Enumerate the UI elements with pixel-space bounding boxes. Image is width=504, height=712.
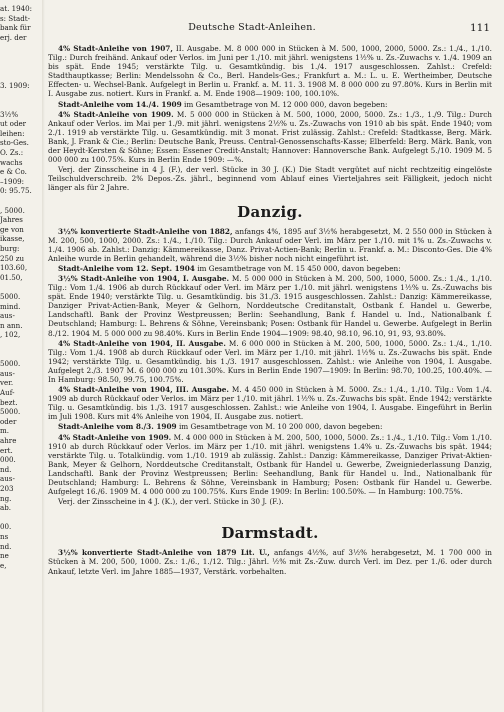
margin-fragment: leihen: bbox=[0, 128, 25, 138]
margin-fragment: 3½% bbox=[0, 109, 19, 119]
margin-fragment: 5000. bbox=[0, 359, 21, 369]
margin-fragment: wachs bbox=[0, 157, 23, 167]
margin-fragment: 00. bbox=[0, 522, 12, 532]
margin-fragment: m. bbox=[0, 426, 9, 436]
margin-fragment: nd. bbox=[0, 541, 12, 551]
margin-fragment: e & Co. bbox=[0, 167, 27, 177]
margin-fragment: 103.60, bbox=[0, 263, 28, 273]
margin-fragment: at. 1940: bbox=[0, 4, 33, 13]
running-title: Deutsche Stadt-Anleihen. bbox=[188, 22, 316, 33]
loan-entry bbox=[48, 227, 492, 263]
page-number: 111 bbox=[469, 22, 490, 34]
loan-details: im Gesamtbetrage von M. 12 000 000, davon begeben: bbox=[181, 99, 388, 109]
loan-entry bbox=[48, 110, 492, 165]
loan-entry bbox=[48, 274, 492, 338]
loan-title: 4% Stadt-Anleihe von 1904, II. Ausgabe. bbox=[58, 338, 226, 348]
loan-details: M. 5 000 000 in Stücken à M. 500, 1000, 2000, 5000. Zs.: 1./3., 1./9. Tilg.: Durch Ankauf oder Verlos. im Mai per 1./9. mit jährl. wenigstens 2½% u. Zs.-Zuwachs von 1910 ab bis spät. Ende 1940; vom 2./1. 1919 ab verstärkte Tilg. u. Gesamtkündig. mit 3 monat. Frist zulässig. Zahlst.: Crefeld: Stadtkasse, Berg. Märk. Bank, J. Frank & Cie.; Berlin: Deutsche Bank, Preuss. Central-Genossenschafts-Kasse; Elberfeld: Berg. Märk. Bank, von der Heydt-Kersten & Söhne; Essen: Essener Credit-Anstalt; Hannover: Hannoversche Bank. Aufgelegt 5./10. 1909 M. 5 000 000 zu 100.75%. Kurs in Berlin Ende 1909: —%. bbox=[48, 109, 492, 165]
loan-title: Stadt-Anleihe vom 12. Sept. 1904 bbox=[58, 263, 195, 273]
margin-fragment: ab. bbox=[0, 503, 12, 513]
loan-title: 4% Stadt-Anleihe von 1909. bbox=[58, 432, 172, 442]
margin-fragment: ahre bbox=[0, 436, 17, 445]
loan-details: II. Ausgabe. M. 8 000 000 in Stücken à M. 500, 1000, 2000, 5000. Zs.: 1./4., 1./10. Tilg.: Durch freihänd. Ankauf oder Verlos. im Juni per 1./10. mit jährl. wenigstens 1½% u. Zs.-Zuwachs v. 1./4. 1909 an bis spät. Ende 1945; verstärkte Tilg. u. Gesamtkündig. bis 1./4. 1917 ausgeschlossen. Zahlst.: Crefeld: Stadthauptkasse; Berlin: Mendelssohn & Co., Berl. Handels-Ges.; Frankfurt a. M.: L. u. E. Wertheimber, Deutsche Effecten- u. Wechsel-Bank. Aufgelegt in Berlin u. Frankf. a. M. 11. 3. 1908 M. 8 000 000 zu 97.80%. Kurs in Berlin mit I. Ausgabe zus. notiert. Kurs in Frankf. a. M. Ende 1908—1909: 100, 100.10%. bbox=[48, 44, 492, 99]
margin-fragment: ns bbox=[0, 532, 9, 541]
loan-details: im Gesamtbetrage von M. 10 200 000, davon begeben: bbox=[176, 422, 383, 432]
margin-fragment: ge von bbox=[0, 224, 24, 234]
margin-fragment: s: Stadt- bbox=[0, 13, 31, 23]
margin-fragment: ne bbox=[0, 551, 9, 561]
loan-title: Stadt-Anleihe vom 8./3. 1909 bbox=[58, 422, 177, 432]
loan-title: Stadt-Anleihe vom 14./4. 1909 bbox=[58, 99, 182, 109]
loan-title: 3½% konvertierte Stadt-Anleihe von 1879 Lit. U., bbox=[58, 548, 270, 558]
loan-details: M. 6 000 000 in Stücken à M. 200, 500, 1000, 5000. Zs.: 1./4., 1./10. Tilg.: Vom 1./4. 1908 ab durch Rückkauf oder Verl. im März per 1./10. mit jährl. 1½% u. Zs.-Zuwachs bis spät. Ende 1942; verstärkte Tilg. u. Gesamtkündig. bis 1./3. 1917 ausgeschlossen. Zahlst.: wie Anleihe von 1904, I. Ausgabe. Aufgelegt 2./3. 1907 M. 6 000 000 zu 101.30%. Kurs in Berlin Ende 1907—1909: In Berlin: 98.70, 100.25, 100.40%. — In Hamburg: 98.50, 99.75, 100.75%. bbox=[48, 338, 492, 384]
margin-fragment: ert. bbox=[0, 445, 13, 455]
loan-entry bbox=[48, 385, 492, 421]
margin-fragment: , 102, bbox=[0, 330, 21, 340]
loan-title: 3½% konvertierte Stadt-Anleihe von 1882, bbox=[58, 226, 233, 236]
loan-details: Verj. der Zinsscheine in 4 J. (F.), der verl. Stücke in 30 J. (K.) Die Stadt vergütet auf nicht rechtzeitig eingelöste Teilschuldverschreib. 2% Depos.-Zs. jährl., beginnend vom Ablauf eines Vierteljahres seit Fälligkeit, jedoch nicht länger als für 2 Jahre. bbox=[48, 165, 492, 193]
margin-fragment: 01.50, bbox=[0, 272, 23, 282]
margin-fragment: –1909: bbox=[0, 176, 24, 186]
loan-details: M. 4 000 000 in Stücken à M. 200, 500, 1000, 5000. Zs.: 1./4., 1./10. Tilg.: Vom 1./10. 1910 ab durch Rückkauf oder Verlos. im März per 1./10. mit jährl. wenigstens 1.4% u. Zs.-Zuwachs bis spät. 1944; verstärkte Tilg. u. Totalkündig. vom 1./10. 1919 ab zulässig. Zahlst.: Danzig: Kämmereikasse, Danziger Privat-Aktien-Bank, Meyer & Gelhorn, Norddeutsche Creditanstalt, Ostbank für Handel u. Gewerbe, Zweigniederlassung Danzig, Landschaftl. Bank der Provinz Westpreussen; Berlin: Seehandlung, Bank für Handel u. Ind., Nationalbank für Deutschland; Hamburg: L. Behrens & Söhne, Vereinsbank in Hamburg; Posen: Ostbank für Handel u. Gewerbe. Aufgelegt 16./6. 1909 M. 4 000 000 zu 100.75%. Kurs Ende 1909: In Berlin: 100.50%. — In Hamburg: 100.75%. bbox=[48, 432, 492, 497]
margin-fragment: mind. bbox=[0, 301, 21, 311]
loan-title: 4% Stadt-Anleihe von 1907, bbox=[58, 44, 173, 53]
margin-fragment: n ann. bbox=[0, 320, 23, 330]
margin-fragment: 5000. bbox=[0, 407, 21, 417]
margin-fragment: 5000. bbox=[0, 292, 21, 301]
loan-details: M. 4 450 000 in Stücken à M. 5000. Zs.: 1./4., 1./10. Tilg.: Vom 1./4. 1909 ab durch Rückkauf oder Verlos. im März per 1./10. mit jährl. 1½% u. Zs.-Zuwachs bis spät. Ende 1942; verstärkte Tilg. u. Gesamtkündig. bis 1./3. 1917 ausgeschlossen. Zahlst.: wie Anleihe von 1904, I. Ausgabe. Eingeführt in Berlin im Juli 1908. Kurs mit 4% Anleihe von 1904, II. Ausgabe zus. notiert. bbox=[48, 385, 492, 422]
loan-entry bbox=[48, 44, 492, 99]
margin-fragment: Auf- bbox=[0, 388, 15, 397]
loan-entry bbox=[48, 433, 492, 497]
loan-details: anfangs 4½%, auf 3½% herabgesetzt, M. 1 700 000 in Stücken à M. 200, 500, 1000. Zs.: 1./6., 1./12. Tilg.: Jährl. ½% mit Zs.-Zuw. durch Verl. im Dez. per 1./6. oder durch Ankauf, letzte Verl. im Jahre 1885—1937, Verstärk. vorbehalten. bbox=[48, 548, 492, 576]
city-heading: Darmstadt. bbox=[221, 524, 319, 543]
page-header bbox=[0, 22, 504, 36]
margin-fragment: Jahres bbox=[0, 215, 23, 225]
loan-title: 3½% Stadt-Anleihe von 1904, I. Ausgabe. bbox=[58, 273, 230, 283]
margin-fragment: sto-Ges. bbox=[0, 138, 29, 148]
main-text-column bbox=[48, 44, 492, 577]
loan-details: M. 5 000 000 in Stücken à M. 200, 500, 1000, 5000. Zs.: 1./4., 1./10. Tilg.: Vom 1./4. 1906 ab durch Rückkauf oder Verl. im März per 1./10. mit jährl. wenigstens 1½% u. Zs.-Zuwachs bis spät. Ende 1940; verstärkte Tilg. u. Gesamtkündig. bis 31./3. 1915 ausgeschlossen. Zahlst.: Danzig: Kämmereikasse, Danziger Privat-Actien-Bank, Meyer & Gelhorn, Norddeutsche Creditanstalt, Ostbank f. Handel u. Gewerbe, Landschaftl. Bank der Provinz Westpreussen; Berlin: Seehandlung, Bank f. Handel u. Ind., Nationalbank f. Deutschland; Hamburg: L. Behrens & Söhne, Vereinsbank; Posen: Ostbank für Handel u. Gewerbe. Aufgelegt in Berlin 8./12. 1904 M. 5 000 000 zu 98.40%. Kurs in Berlin Ende 1904—1909: 98.40, 98.10, 96.10, 91, 93, 93.80%. bbox=[48, 273, 492, 338]
loan-entry bbox=[48, 165, 492, 192]
loan-title: 4% Stadt-Anleihe von 1904, III. Ausgabe. bbox=[58, 385, 229, 395]
adjacent-page-fragment bbox=[0, 0, 40, 712]
margin-fragment: 203 bbox=[0, 484, 14, 493]
margin-fragment: e, bbox=[0, 560, 7, 570]
margin-fragment: aus- bbox=[0, 368, 15, 378]
margin-fragment: ut oder bbox=[0, 119, 27, 129]
loan-details: im Gesamtbetrage von M. 15 450 000, davon begeben: bbox=[194, 263, 401, 273]
margin-fragment: aus- bbox=[0, 311, 15, 321]
loan-entry bbox=[48, 339, 492, 384]
margin-fragment: 0: 95.75. bbox=[0, 186, 32, 196]
city-heading: Danzig. bbox=[237, 202, 303, 221]
margin-fragment: O. Zs.: bbox=[0, 148, 24, 157]
margin-fragment: nd. bbox=[0, 464, 12, 474]
loan-entry bbox=[48, 548, 492, 575]
margin-fragment: ver. bbox=[0, 378, 14, 388]
loan-entry bbox=[48, 422, 492, 431]
loan-entry bbox=[48, 100, 492, 109]
margin-fragment: 250 zu bbox=[0, 253, 25, 263]
loan-entry bbox=[48, 264, 492, 273]
margin-fragment: erj. der bbox=[0, 32, 27, 42]
margin-fragment: bank für bbox=[0, 23, 31, 33]
margin-fragment: 3. 1909: bbox=[0, 80, 30, 90]
margin-fragment: burg: bbox=[0, 244, 20, 253]
margin-fragment: ikasse, bbox=[0, 234, 25, 244]
margin-fragment: , 5000. bbox=[0, 205, 25, 215]
loan-title: 4% Stadt-Anleihe von 1909. bbox=[58, 109, 174, 119]
margin-fragment: bezt. bbox=[0, 397, 18, 407]
margin-fragment: 000. bbox=[0, 455, 16, 465]
margin-fragment: aus- bbox=[0, 474, 15, 484]
margin-fragment: oder bbox=[0, 416, 17, 426]
loan-details: anfangs 4%, 1895 auf 3½% herabgesetzt, M. 2 550 000 in Stücken à M. 200, 500, 1000, 2000. Zs.: 1./4., 1./10. Tilg.: Durch Ankauf oder Verl. im März per 1./10. mit 1% u. Zs.-Zuwachs v. 1./4. 1906 ab. Zahlst.: Danzig: Kämmereikasse, Danz. Privat-Actien-Bank; Berlin u. Frankf. a. M.: Disconto-Ges. Die 4% Anleihe wurde in Berlin gehandelt, während die 3½% bisher noch nicht eingeführt ist. bbox=[48, 226, 492, 263]
page-gutter bbox=[42, 0, 45, 712]
margin-fragment: ng. bbox=[0, 493, 12, 503]
loan-details: Verj. der Zinsscheine in 4 J. (K.), der verl. Stücke in 30 J. (F.). bbox=[58, 497, 284, 507]
loan-entry bbox=[48, 497, 492, 506]
